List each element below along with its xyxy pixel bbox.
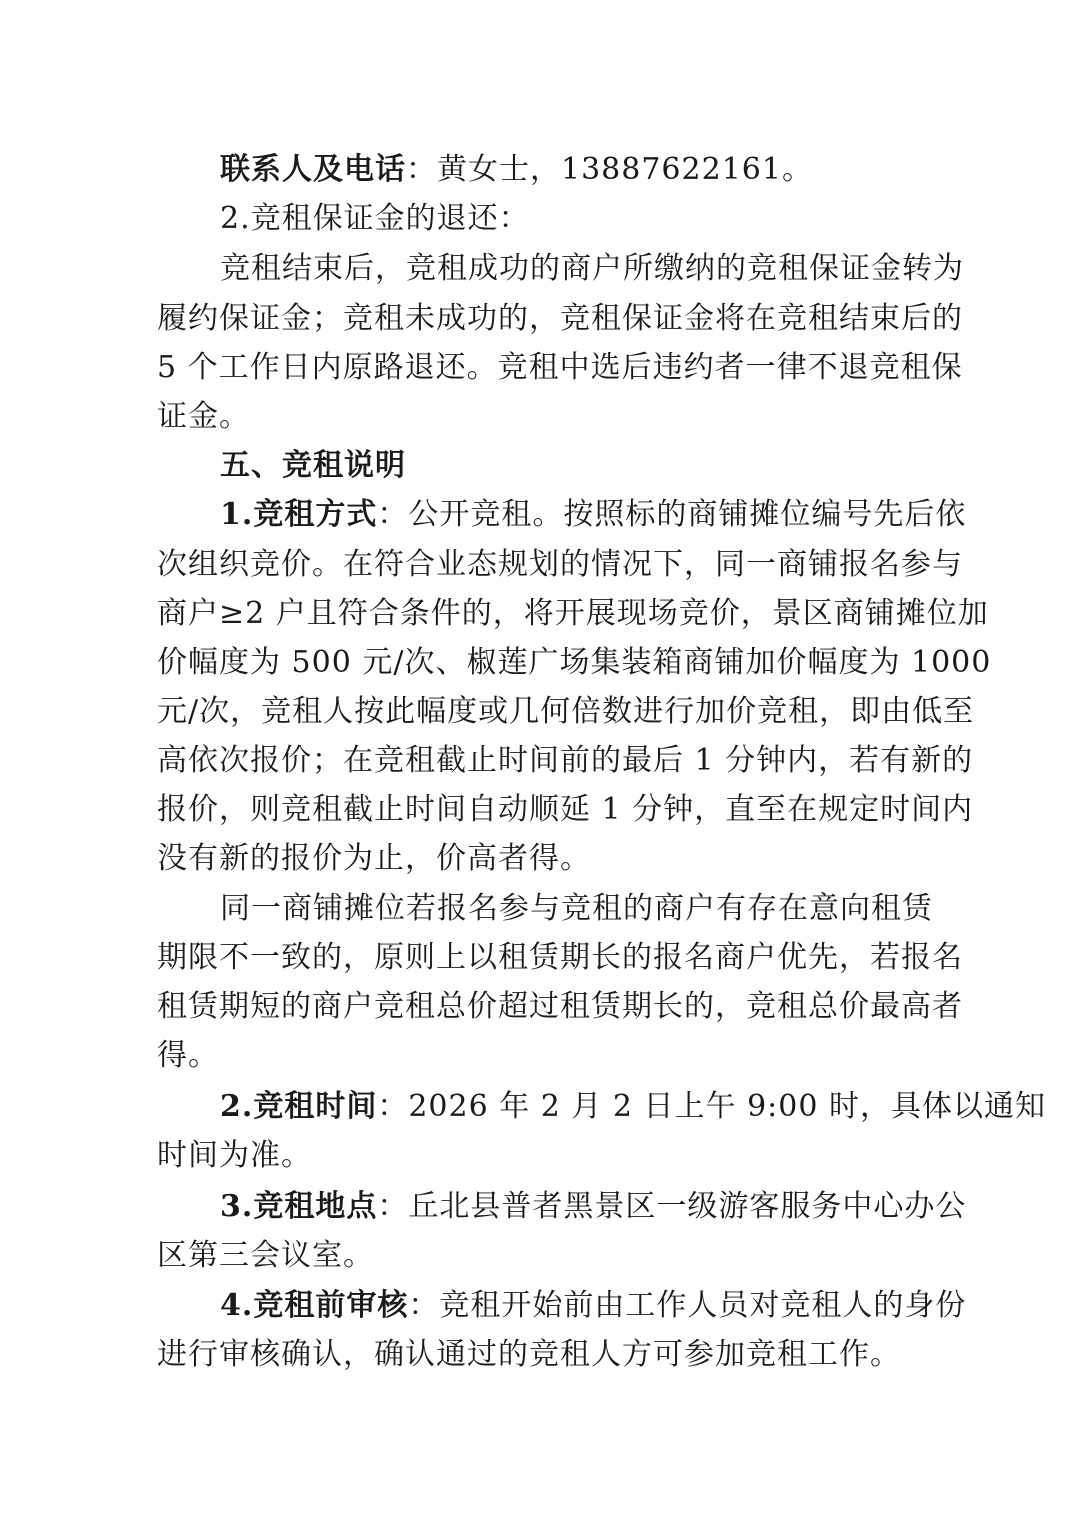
paragraph-line: 进行审核确认，确认通过的竞租人方可参加竞租工作。	[157, 1337, 901, 1372]
section-heading: 五、竞租说明	[220, 448, 406, 483]
method-colon: ：	[377, 497, 409, 532]
paragraph-line: 租赁期短的商户竞租总价超过租赁期长的，竞租总价最高者	[157, 989, 963, 1024]
paragraph-line: 没有新的报价为止，价高者得。	[157, 841, 591, 876]
paragraph-line: 次组织竞价。在符合业态规划的情况下，同一商铺报名参与	[157, 547, 963, 582]
contact-label: 联系人及电话	[220, 152, 406, 187]
review-label: 4.竞租前审核	[220, 1288, 409, 1323]
location-first-line	[220, 1187, 967, 1229]
method-label: 1.竞租方式	[220, 497, 378, 532]
paragraph-line: 时间为准。	[157, 1138, 312, 1173]
method-text: 公开竞租。按照标的商铺摊位编号先后依	[408, 497, 967, 532]
time-label: 2.竞租时间	[220, 1089, 378, 1124]
location-text: 丘北县普者黑景区一级游客服务中心办公	[408, 1189, 967, 1224]
paragraph-line: 履约保证金；竞租未成功的，竞租保证金将在竞租结束后的	[157, 301, 963, 336]
contact-value: 黄女士，13887622161。	[437, 152, 813, 187]
deposit-return-title: 2.竞租保证金的退还：	[220, 201, 530, 236]
review-colon: ：	[408, 1288, 440, 1323]
contact-colon: ：	[406, 152, 437, 187]
paragraph-line: 区第三会议室。	[157, 1238, 374, 1273]
location-colon: ：	[377, 1189, 409, 1224]
paragraph-line: 价幅度为 500 元/次、椒莲广场集装箱商铺加价幅度为 1000	[157, 645, 992, 680]
review-text: 竞租开始前由工作人员对竞租人的身份	[439, 1288, 967, 1323]
location-label: 3.竞租地点	[220, 1189, 378, 1224]
paragraph-line: 期限不一致的，原则上以租赁期长的报名商户优先，若报名	[157, 940, 963, 975]
contact-line	[220, 150, 917, 192]
review-first-line	[220, 1286, 967, 1328]
paragraph-line: 商户≥2 户且符合条件的，将开展现场竞价，景区商铺摊位加	[157, 596, 989, 631]
time-colon: ：	[377, 1089, 409, 1124]
paragraph-line: 竞租结束后，竞租成功的商户所缴纳的竞租保证金转为	[220, 251, 964, 286]
paragraph-line: 同一商铺摊位若报名参与竞租的商户有存在意向租赁	[220, 891, 933, 926]
paragraph-line: 证金。	[157, 399, 250, 434]
time-text: 2026 年 2 月 2 日上午 9:00 时，具体以通知	[408, 1089, 1046, 1124]
paragraph-line: 报价，则竞租截止时间自动顺延 1 分钟，直至在规定时间内	[157, 792, 974, 827]
paragraph-line: 高依次报价；在竞租截止时间前的最后 1 分钟内，若有新的	[157, 743, 974, 778]
method-first-line	[220, 495, 967, 537]
time-first-line	[220, 1087, 1046, 1129]
paragraph-line: 得。	[157, 1038, 219, 1073]
paragraph-line: 元/次，竞租人按此幅度或几何倍数进行加价竞租，即由低至	[157, 694, 975, 729]
paragraph-line: 5 个工作日内原路退还。竞租中选后违约者一律不退竞租保	[157, 350, 963, 385]
